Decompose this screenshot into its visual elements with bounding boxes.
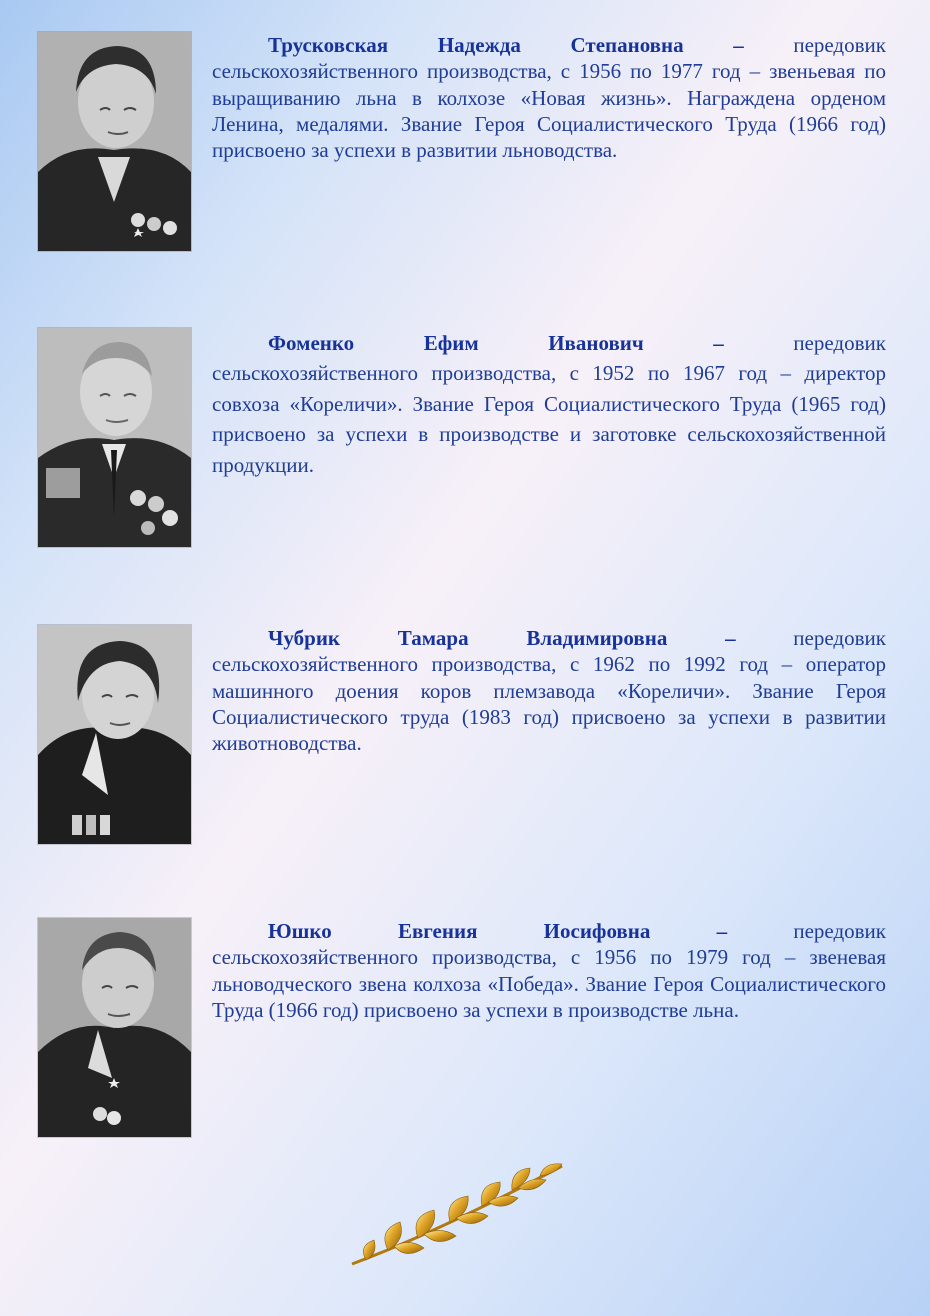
bio-first-line [212, 918, 886, 944]
bio-first-word: передовик [793, 919, 886, 943]
hero-surname: Юшко [268, 919, 332, 943]
bio-first-line [212, 32, 886, 58]
hero-first-name: Надежда [437, 33, 521, 57]
hero-bio-2 [212, 328, 886, 480]
hero-surname: Трусковская [268, 33, 389, 57]
hero-surname: Чубрик [268, 626, 341, 650]
name-dash: – [713, 331, 724, 355]
hero-first-name: Ефим [423, 331, 479, 355]
bio-text: сельскохозяйственного производства, с 1956 по 1979 год – звеневая льноводческого звена колхоза «Победа». Звание Героя Социалистического Труда (1966 год) присвоено за успехи в производстве льна. [212, 945, 886, 1022]
gold-laurel-branch-icon [348, 1160, 568, 1270]
bio-first-word: передовик [793, 331, 886, 355]
bio-text: сельскохозяйственного производства, с 1962 по 1992 год – оператор машинного доения коров племзавода «Кореличи». Звание Героя Социалистического труда (1983 год) присвоено за успехи в развитии животноводства. [212, 652, 886, 756]
bio-first-line [212, 328, 886, 358]
hero-bio-1 [212, 32, 886, 163]
hero-patronymic: Иосифовна [543, 919, 651, 943]
hero-bio-4 [212, 918, 886, 1023]
bio-text: сельскохозяйственного производства, с 1952 по 1967 год – директор совхоза «Кореличи». Звание Героя Социалистического Труда (1965 год) присвоено за успехи в производстве и заготовке сельскохозяйственной продукции. [212, 361, 886, 477]
bio-text: сельскохозяйственного производства, с 1956 по 1977 год – звеньевая по выращиванию льна в колхозе «Новая жизнь». Награждена орденом Ленина, медалями. Звание Героя Социалистического Труда (1966 год) присвоено за успехи в развитии льноводства. [212, 59, 886, 163]
portrait-photo-4 [38, 918, 191, 1137]
hero-first-name: Тамара [397, 626, 469, 650]
portrait-photo-3 [38, 625, 191, 844]
name-dash: – [725, 626, 736, 650]
bio-first-word: передовик [793, 626, 886, 650]
portrait-photo-1 [38, 32, 191, 251]
bio-first-line [212, 625, 886, 651]
bio-first-word: передовик [793, 33, 886, 57]
hero-patronymic: Владимировна [526, 626, 668, 650]
hero-patronymic: Иванович [548, 331, 644, 355]
hero-surname: Фоменко [268, 331, 355, 355]
hero-first-name: Евгения [397, 919, 478, 943]
name-dash: – [733, 33, 744, 57]
portrait-photo-2 [38, 328, 191, 547]
hero-bio-3 [212, 625, 886, 756]
hero-patronymic: Степановна [570, 33, 684, 57]
name-dash: – [716, 919, 728, 943]
